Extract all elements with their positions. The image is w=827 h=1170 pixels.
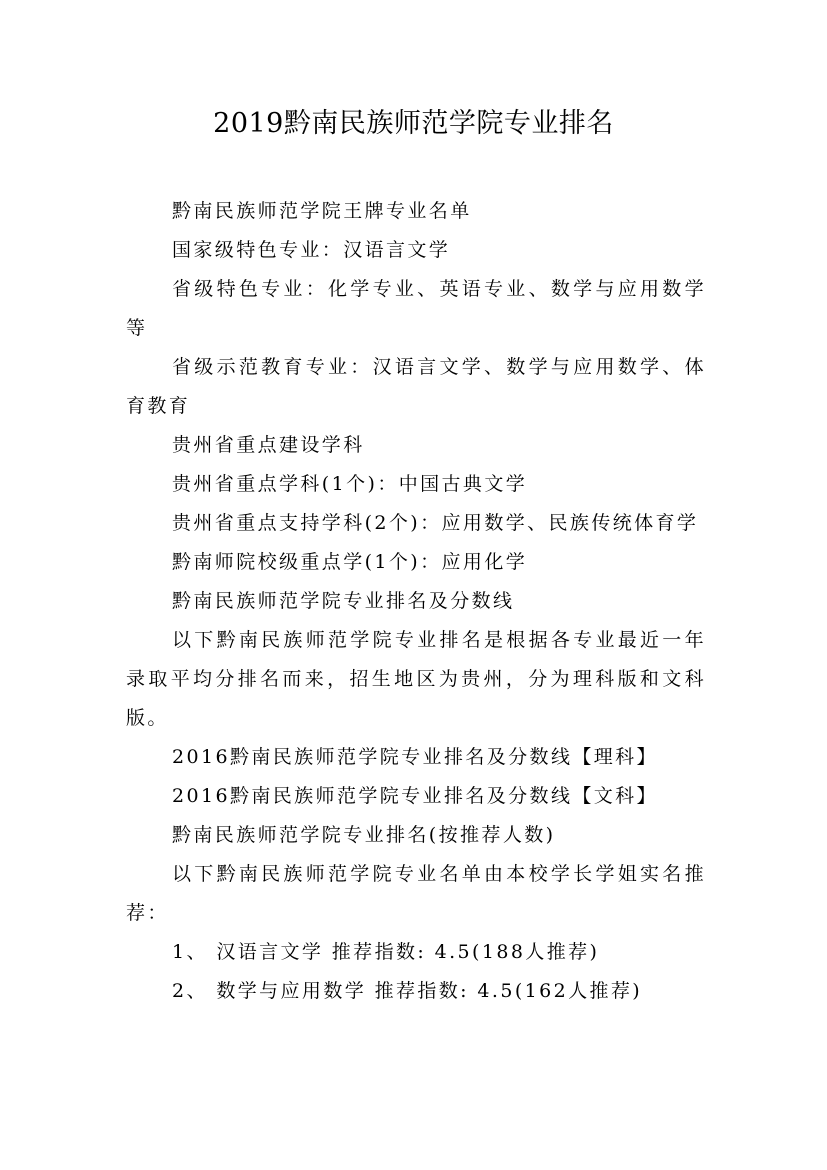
paragraph-provincial-featured: 省级特色专业：化学专业、英语专业、数学与应用数学等: [126, 278, 706, 339]
list-item: 2、 数学与应用数学 推荐指数: 4.5(162人推荐): [172, 980, 643, 1002]
paragraph-school-key-discipline: 黔南师院校级重点学(1个)：应用化学: [172, 551, 528, 573]
list-item: 1、 汉语言文学 推荐指数: 4.5(188人推荐): [172, 941, 600, 963]
paragraph-ranking-heading: 黔南民族师范学院专业排名及分数线: [172, 590, 515, 612]
document-title: 2019黔南民族师范学院专业排名: [213, 108, 614, 139]
paragraph-key-construction-heading: 贵州省重点建设学科: [172, 434, 365, 456]
paragraph-key-discipline: 贵州省重点学科(1个)：中国古典文学: [172, 473, 528, 495]
paragraph-recommendation-intro: 以下黔南民族师范学院专业名单由本校学长学姐实名推荐：: [126, 863, 706, 924]
paragraph-recommendation-heading: 黔南民族师范学院专业排名(按推荐人数): [172, 824, 556, 846]
paragraph-national-featured: 国家级特色专业：汉语言文学: [172, 239, 451, 261]
document-body: [126, 192, 706, 1011]
paragraph-key-support-discipline: 贵州省重点支持学科(2个)：应用数学、民族传统体育学: [172, 512, 699, 534]
paragraph-ranking-intro: 以下黔南民族师范学院专业排名是根据各专业最近一年录取平均分排名而来，招生地区为贵州，分为理科版和文科版。: [126, 629, 706, 729]
paragraph-ace-majors-heading: 黔南民族师范学院王牌专业名单: [172, 200, 472, 222]
paragraph-provincial-demonstration: 省级示范教育专业：汉语言文学、数学与应用数学、体育教育: [126, 356, 706, 417]
paragraph-science-ranking: 2016黔南民族师范学院专业排名及分数线【理科】: [172, 746, 658, 768]
paragraph-arts-ranking: 2016黔南民族师范学院专业排名及分数线【文科】: [172, 785, 658, 807]
